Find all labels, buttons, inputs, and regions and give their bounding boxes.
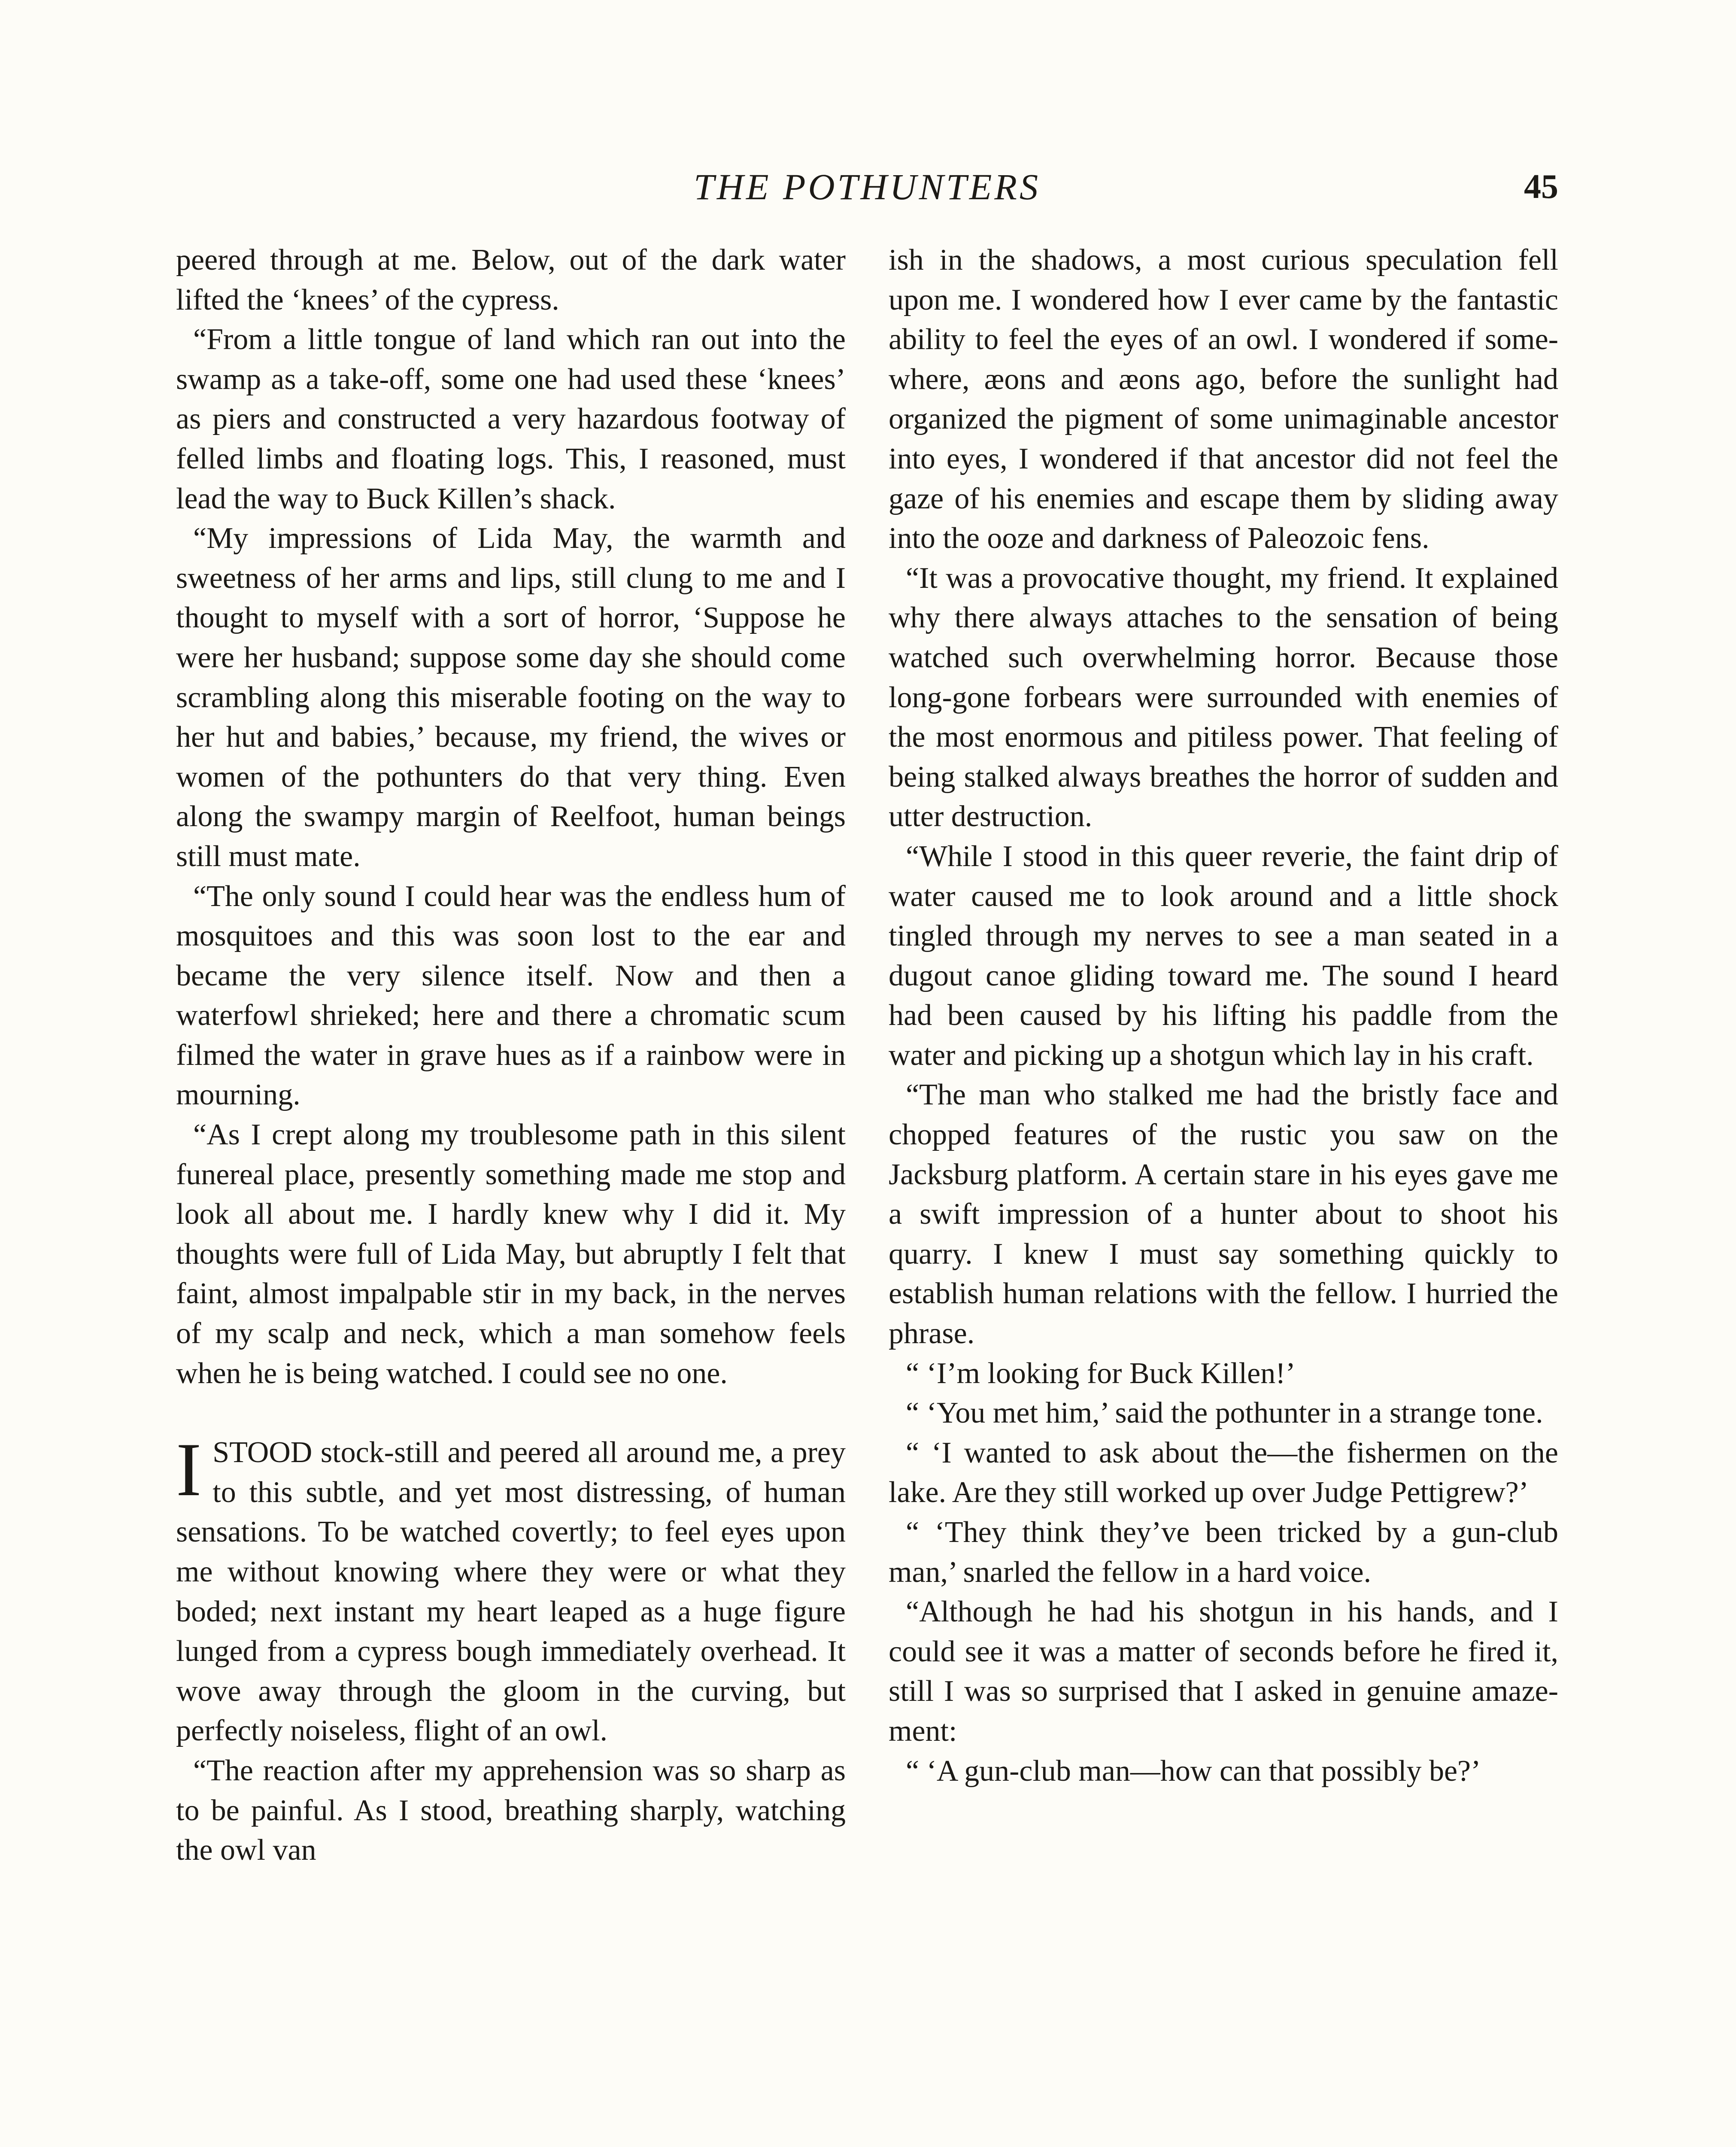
section-opening-text: STOOD stock-still and peered all around me, a prey to this subtle, and yet most distressing, of human sensations. To be watched covertly; to feel eyes upon me without knowing where they were or what they boded; next instant my heart leaped as a huge figure lunged from a cypress bough immediately overhead. It wove away through the gloom in the curving, but perfectly noiseless, flight of an owl. (176, 1436, 846, 1748)
paragraph: “As I crept along my troublesome path in this silent funereal place, presently something made me stop and look all about me. I hardly knew why I did it. My thoughts were full of Lida May, but abruptly I felt that faint, almost impalpable stir in my back, in the nerves of my scalp and neck, which a man somehow feels when he is being watched. I could see no one. (176, 1118, 846, 1390)
paragraph: “The man who stalked me had the bristly face and chopped features of the rustic you saw on the Jacksburg platform. A certain stare in his eyes gave me a swift impression of a hunter about to shoot his quarry. I knew I must say something quickly to establish human relations with the fellow. I hurried the phrase. (889, 1078, 1558, 1350)
paragraph: “The only sound I could hear was the endless hum of mosquitoes and this was soon lost to the ear and became the very silence itself. Now and then a waterfowl shrieked; here and there a chromatic scum filmed the water in grave hues as if a rainbow were in mourning. (176, 879, 846, 1112)
running-title: THE POTHUNTERS (694, 166, 1041, 207)
section-opening-paragraph (176, 1427, 846, 1751)
drop-cap: I (176, 1427, 202, 1512)
dialogue-line: “ ‘They think they’ve been tricked by a gun-club man,’ snarled the fellow in a hard voice. (889, 1516, 1558, 1589)
paragraph: ish in the shadows, a most curious speculation fell upon me. I wondered how I ever came by the fantastic ability to feel the eyes of an owl. I wondered if somewhere, æons and æons ago, before the sunlight had organized the pigment of some unimaginable ancestor into eyes, I wondered if that ancestor did not feel the gaze of his enemies and escape them by sliding away into the ooze and darkness of Paleozoic fens. (889, 243, 1558, 555)
page-number: 45 (1524, 168, 1558, 206)
dialogue-line: “ ‘You met him,’ said the pothunter in a strange tone. (906, 1396, 1543, 1430)
paragraph: “While I stood in this queer reverie, the faint drip of water caused me to look around and a little shock tingled through my nerves to see a man seated in a dugout canoe gliding toward me. The sound I heard had been caused by his lifting his paddle from the water and picking up a shotgun which lay in his craft. (889, 839, 1558, 1072)
paragraph: “From a little tongue of land which ran out into the swamp as a take-off, some one had used these ‘knees’ as piers and constructed a very hazardous footway of felled limbs and floating logs. This, I reasoned, must lead the way to Buck Killen’s shack. (176, 323, 846, 515)
dialogue-line: “ ‘A gun-club man—how can that possibly be?’ (906, 1754, 1481, 1788)
paragraph: peered through at me. Below, out of the dark water lifted the ‘knees’ of the cypress. (176, 243, 846, 316)
paragraph: “My impressions of Lida May, the warmth and sweetness of her arms and lips, still clung to me and I thought to myself with a sort of horror, ‘Suppose he were her husband; suppose some day she should come scrambling along this miserable footing on the way to her hut and babies,’ because, my friend, the wives or women of the pothunters do that very thing. Even along the swampy margin of Reelfoot, human beings still must mate. (176, 522, 846, 873)
paragraph: “The reaction after my apprehension was so sharp as to be painful. As I stood, breathing sharply, watching the owl van (176, 1754, 846, 1867)
right-column (889, 240, 1558, 1791)
paragraph: “Although he had his shotgun in his hands, and I could see it was a matter of seconds before he fired it, still I was so surprised that I asked in genuine amazement: (889, 1595, 1558, 1748)
dialogue-line: “ ‘I’m looking for Buck Killen!’ (906, 1356, 1296, 1390)
paragraph: “It was a provocative thought, my friend. It explained why there always attaches to the sensation of being watched such overwhelming horror. Because those long-gone forbears were surrounded with enemies of the most enormous and pitiless power. That feeling of being stalked always breathes the horror of sudden and utter destruction. (889, 561, 1558, 833)
page-header (176, 161, 1558, 225)
dialogue-line: “ ‘I wanted to ask about the—the fishermen on the lake. Are they still worked up over Judge Pettigrew?’ (889, 1436, 1558, 1509)
left-column (176, 240, 846, 1870)
